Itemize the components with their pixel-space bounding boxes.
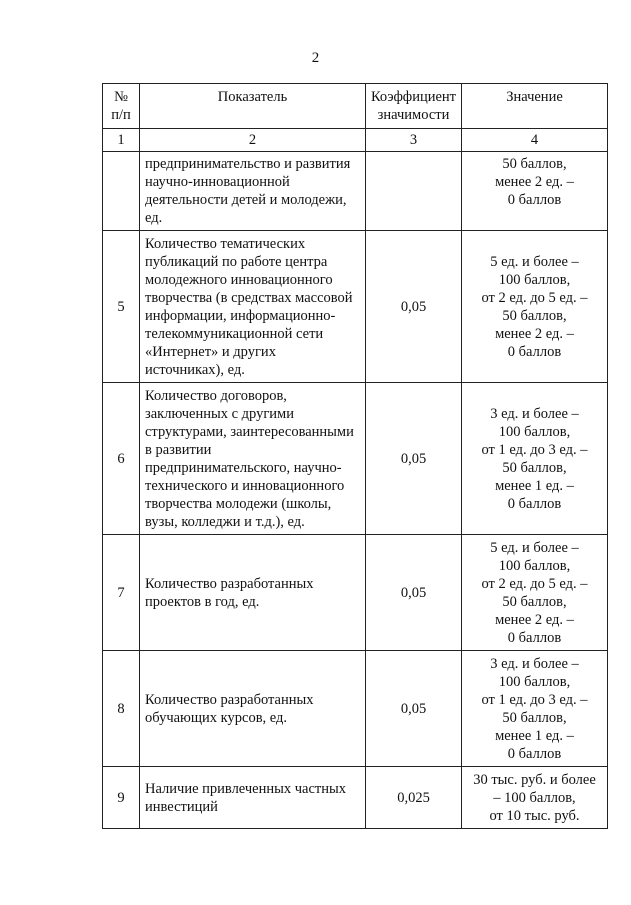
indicator-line: Количество разработанных xyxy=(145,691,314,708)
value-line: менее 1 ед. – xyxy=(495,727,574,744)
value-line: 100 баллов, xyxy=(498,423,571,440)
value-line: 50 баллов, xyxy=(502,156,567,172)
coefficient-cell: 0,025 xyxy=(366,767,462,829)
value-line: 50 баллов, xyxy=(502,593,567,610)
value-cell xyxy=(462,651,608,767)
coefficient-cell: 0,05 xyxy=(366,383,462,535)
page-number: 2 xyxy=(311,50,320,66)
indicator-line: «Интернет» и других xyxy=(145,343,276,360)
indicator-cell xyxy=(140,767,366,829)
table-row xyxy=(103,535,608,651)
value-line: менее 2 ед. – xyxy=(495,611,574,628)
indicator-line: молодежного инновационного xyxy=(145,271,333,288)
value-line: 30 тыс. руб. и более xyxy=(473,771,596,788)
indicator-line: Количество разработанных xyxy=(145,575,314,592)
indicator-line: творчества (в средствах массовой xyxy=(145,289,353,306)
indicator-line: в развитии xyxy=(145,441,212,458)
indicator-line: проектов в год, ед. xyxy=(145,593,260,610)
value-line: 3 ед. и более – xyxy=(490,405,579,422)
indicator-line: технического и инновационного xyxy=(145,477,345,494)
header-indicator: Показатель xyxy=(140,84,366,129)
column-number: 4 xyxy=(462,129,608,152)
header-coefficient-line: Коэффициент xyxy=(370,89,457,105)
table-row xyxy=(103,231,608,383)
header-coefficient-line: значимости xyxy=(377,107,450,123)
value-line: от 2 ед. до 5 ед. – xyxy=(481,575,588,592)
value-line: менее 1 ед. – xyxy=(495,477,574,494)
table-header-row xyxy=(103,84,608,129)
value-line: от 1 ед. до 3 ед. – xyxy=(481,691,588,708)
value-line: от 10 тыс. руб. xyxy=(489,807,580,824)
row-number: 8 xyxy=(103,651,140,767)
value-line: 50 баллов, xyxy=(502,709,567,726)
value-line: – 100 баллов, xyxy=(493,789,576,806)
coefficient-cell xyxy=(366,152,462,231)
indicator-line: публикаций по работе центра xyxy=(145,253,328,270)
indicators-table xyxy=(102,83,608,829)
value-line: 0 баллов xyxy=(507,192,562,208)
coefficient-cell: 0,05 xyxy=(366,651,462,767)
value-cell xyxy=(462,231,608,383)
value-line: 3 ед. и более – xyxy=(490,655,579,672)
indicator-line: Наличие привлеченных частных xyxy=(145,780,346,797)
value-line: менее 2 ед. – xyxy=(495,325,574,342)
column-numbers-row xyxy=(103,129,608,152)
value-line: менее 2 ед. – xyxy=(495,174,574,190)
table-row xyxy=(103,651,608,767)
value-line: от 1 ед. до 3 ед. – xyxy=(481,441,588,458)
value-line: 100 баллов, xyxy=(498,271,571,288)
row-number xyxy=(103,152,140,231)
indicator-cell xyxy=(140,383,366,535)
indicator-line: вузы, колледжи и т.д.), ед. xyxy=(145,513,305,530)
indicator-line: предпринимательство и развития xyxy=(145,156,351,172)
header-number-line: п/п xyxy=(111,107,131,123)
indicator-line: ед. xyxy=(145,210,163,226)
value-line: от 2 ед. до 5 ед. – xyxy=(481,289,588,306)
indicator-line: предпринимательского, научно- xyxy=(145,459,342,476)
header-coefficient xyxy=(366,84,462,129)
coefficient-cell: 0,05 xyxy=(366,231,462,383)
value-line: 50 баллов, xyxy=(502,459,567,476)
header-value: Значение xyxy=(462,84,608,129)
column-number: 1 xyxy=(103,129,140,152)
indicator-line: Количество договоров, xyxy=(145,387,287,404)
row-number: 5 xyxy=(103,231,140,383)
value-line: 50 баллов, xyxy=(502,307,567,324)
row-number: 6 xyxy=(103,383,140,535)
indicator-line: Количество тематических xyxy=(145,235,306,252)
table-body xyxy=(103,152,608,829)
row-number: 7 xyxy=(103,535,140,651)
header-number xyxy=(103,84,140,129)
table-row xyxy=(103,383,608,535)
indicator-cell xyxy=(140,535,366,651)
table-row xyxy=(103,767,608,829)
indicator-line: научно-инновационной xyxy=(145,174,290,190)
indicator-line: заключенных с другими xyxy=(145,405,294,422)
indicator-line: деятельности детей и молодежи, xyxy=(145,192,347,208)
indicator-line: источниках), ед. xyxy=(145,361,245,378)
value-line: 0 баллов xyxy=(507,343,562,360)
indicator-line: структурами, заинтересованными xyxy=(145,423,354,440)
indicator-line: обучающих курсов, ед. xyxy=(145,709,288,726)
value-line: 0 баллов xyxy=(507,495,562,512)
table-row xyxy=(103,152,608,231)
value-line: 100 баллов, xyxy=(498,557,571,574)
header-number-line: № xyxy=(114,89,128,105)
column-number: 2 xyxy=(140,129,366,152)
value-line: 5 ед. и более – xyxy=(490,253,579,270)
indicator-line: творчества молодежи (школы, xyxy=(145,495,332,512)
value-cell xyxy=(462,152,608,231)
value-cell xyxy=(462,535,608,651)
value-line: 0 баллов xyxy=(507,745,562,762)
row-number: 9 xyxy=(103,767,140,829)
indicator-cell xyxy=(140,152,366,231)
value-line: 0 баллов xyxy=(507,629,562,646)
indicator-line: информации, информационно- xyxy=(145,307,336,324)
value-cell xyxy=(462,767,608,829)
indicator-cell xyxy=(140,231,366,383)
indicator-cell xyxy=(140,651,366,767)
coefficient-cell: 0,05 xyxy=(366,535,462,651)
indicator-line: инвестиций xyxy=(145,798,218,815)
indicator-line: телекоммуникационной сети xyxy=(145,325,324,342)
column-number: 3 xyxy=(366,129,462,152)
value-cell xyxy=(462,383,608,535)
value-line: 100 баллов, xyxy=(498,673,571,690)
value-line: 5 ед. и более – xyxy=(490,539,579,556)
